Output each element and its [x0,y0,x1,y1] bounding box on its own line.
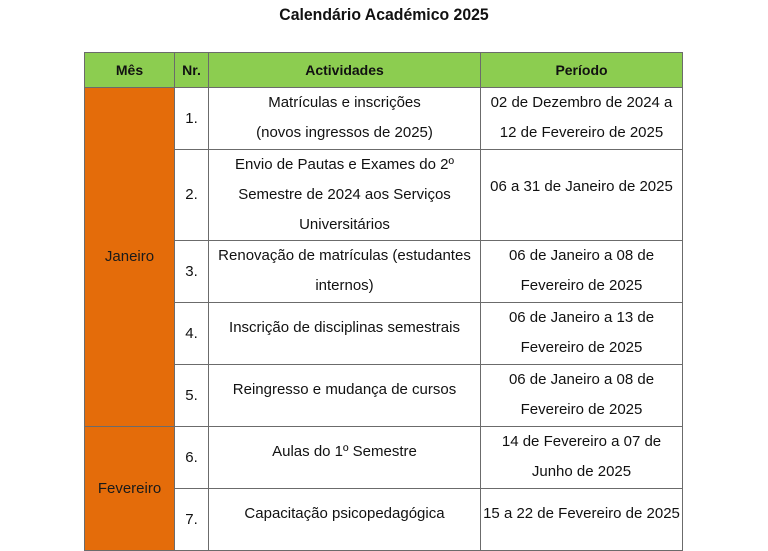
table-row [85,88,683,150]
activity-cell [209,427,481,489]
period-line: 14 de Fevereiro a 07 de [501,433,662,450]
activity-line: Reingresso e mudança de cursos [232,381,457,398]
activity-line: Matrículas e inscrições [268,94,421,111]
period-line: 06 de Janeiro a 08 de [508,247,655,264]
activity-line: Envio de Pautas e Exames do 2º [235,156,454,173]
activity-cell [209,150,481,241]
table-row [85,241,683,303]
activity-cell [209,489,481,551]
header-period: Período [481,53,683,88]
activity-line: Renovação de matrículas (estudantes [218,247,471,264]
table-row [85,150,683,241]
period-line: 12 de Fevereiro de 2025 [499,124,664,141]
activity-cell [209,241,481,303]
header-nr: Nr. [175,53,209,88]
period-line: 15 a 22 de Fevereiro de 2025 [483,505,680,522]
period-cell [481,150,683,241]
row-number: 7. [175,489,209,551]
period-cell [481,427,683,489]
activity-line: Aulas do 1º Semestre [272,443,417,460]
period-line: Fevereiro de 2025 [520,339,643,356]
period-cell [481,241,683,303]
period-cell [481,365,683,427]
period-cell [481,88,683,150]
period-line: Junho de 2025 [531,463,632,480]
table-row [85,365,683,427]
activity-line: Capacitação psicopedagógica [244,505,445,522]
period-line: 06 a 31 de Janeiro de 2025 [490,178,673,195]
table-row [85,303,683,365]
row-number: 4. [175,303,209,365]
period-line: 06 de Janeiro a 13 de [508,309,655,326]
row-number: 3. [175,241,209,303]
month-cell-february: Fevereiro [85,427,175,551]
activity-line: (novos ingressos de 2025) [256,124,433,141]
activity-cell [209,303,481,365]
activity-cell [209,365,481,427]
period-line: Fevereiro de 2025 [520,401,643,418]
header-row [85,53,683,88]
row-number: 2. [175,150,209,241]
activity-cell [209,88,481,150]
row-number: 5. [175,365,209,427]
table-row [85,489,683,551]
period-line: 06 de Janeiro a 08 de [508,371,655,388]
period-line: Fevereiro de 2025 [520,277,643,294]
header-month: Mês [85,53,175,88]
month-cell-january: Janeiro [85,88,175,427]
period-cell [481,489,683,551]
row-number: 1. [175,88,209,150]
header-activities: Actividades [209,53,481,88]
activity-line: Semestre de 2024 aos Serviços [238,186,451,203]
activity-line: Inscrição de disciplinas semestrais [229,319,460,336]
activity-line: Universitários [299,216,390,233]
calendar-table [84,52,683,551]
row-number: 6. [175,427,209,489]
period-cell [481,303,683,365]
activity-line: internos) [315,277,374,294]
period-line: 02 de Dezembro de 2024 a [490,94,673,111]
table-row [85,427,683,489]
page-title: Calendário Académico 2025 [279,5,489,24]
